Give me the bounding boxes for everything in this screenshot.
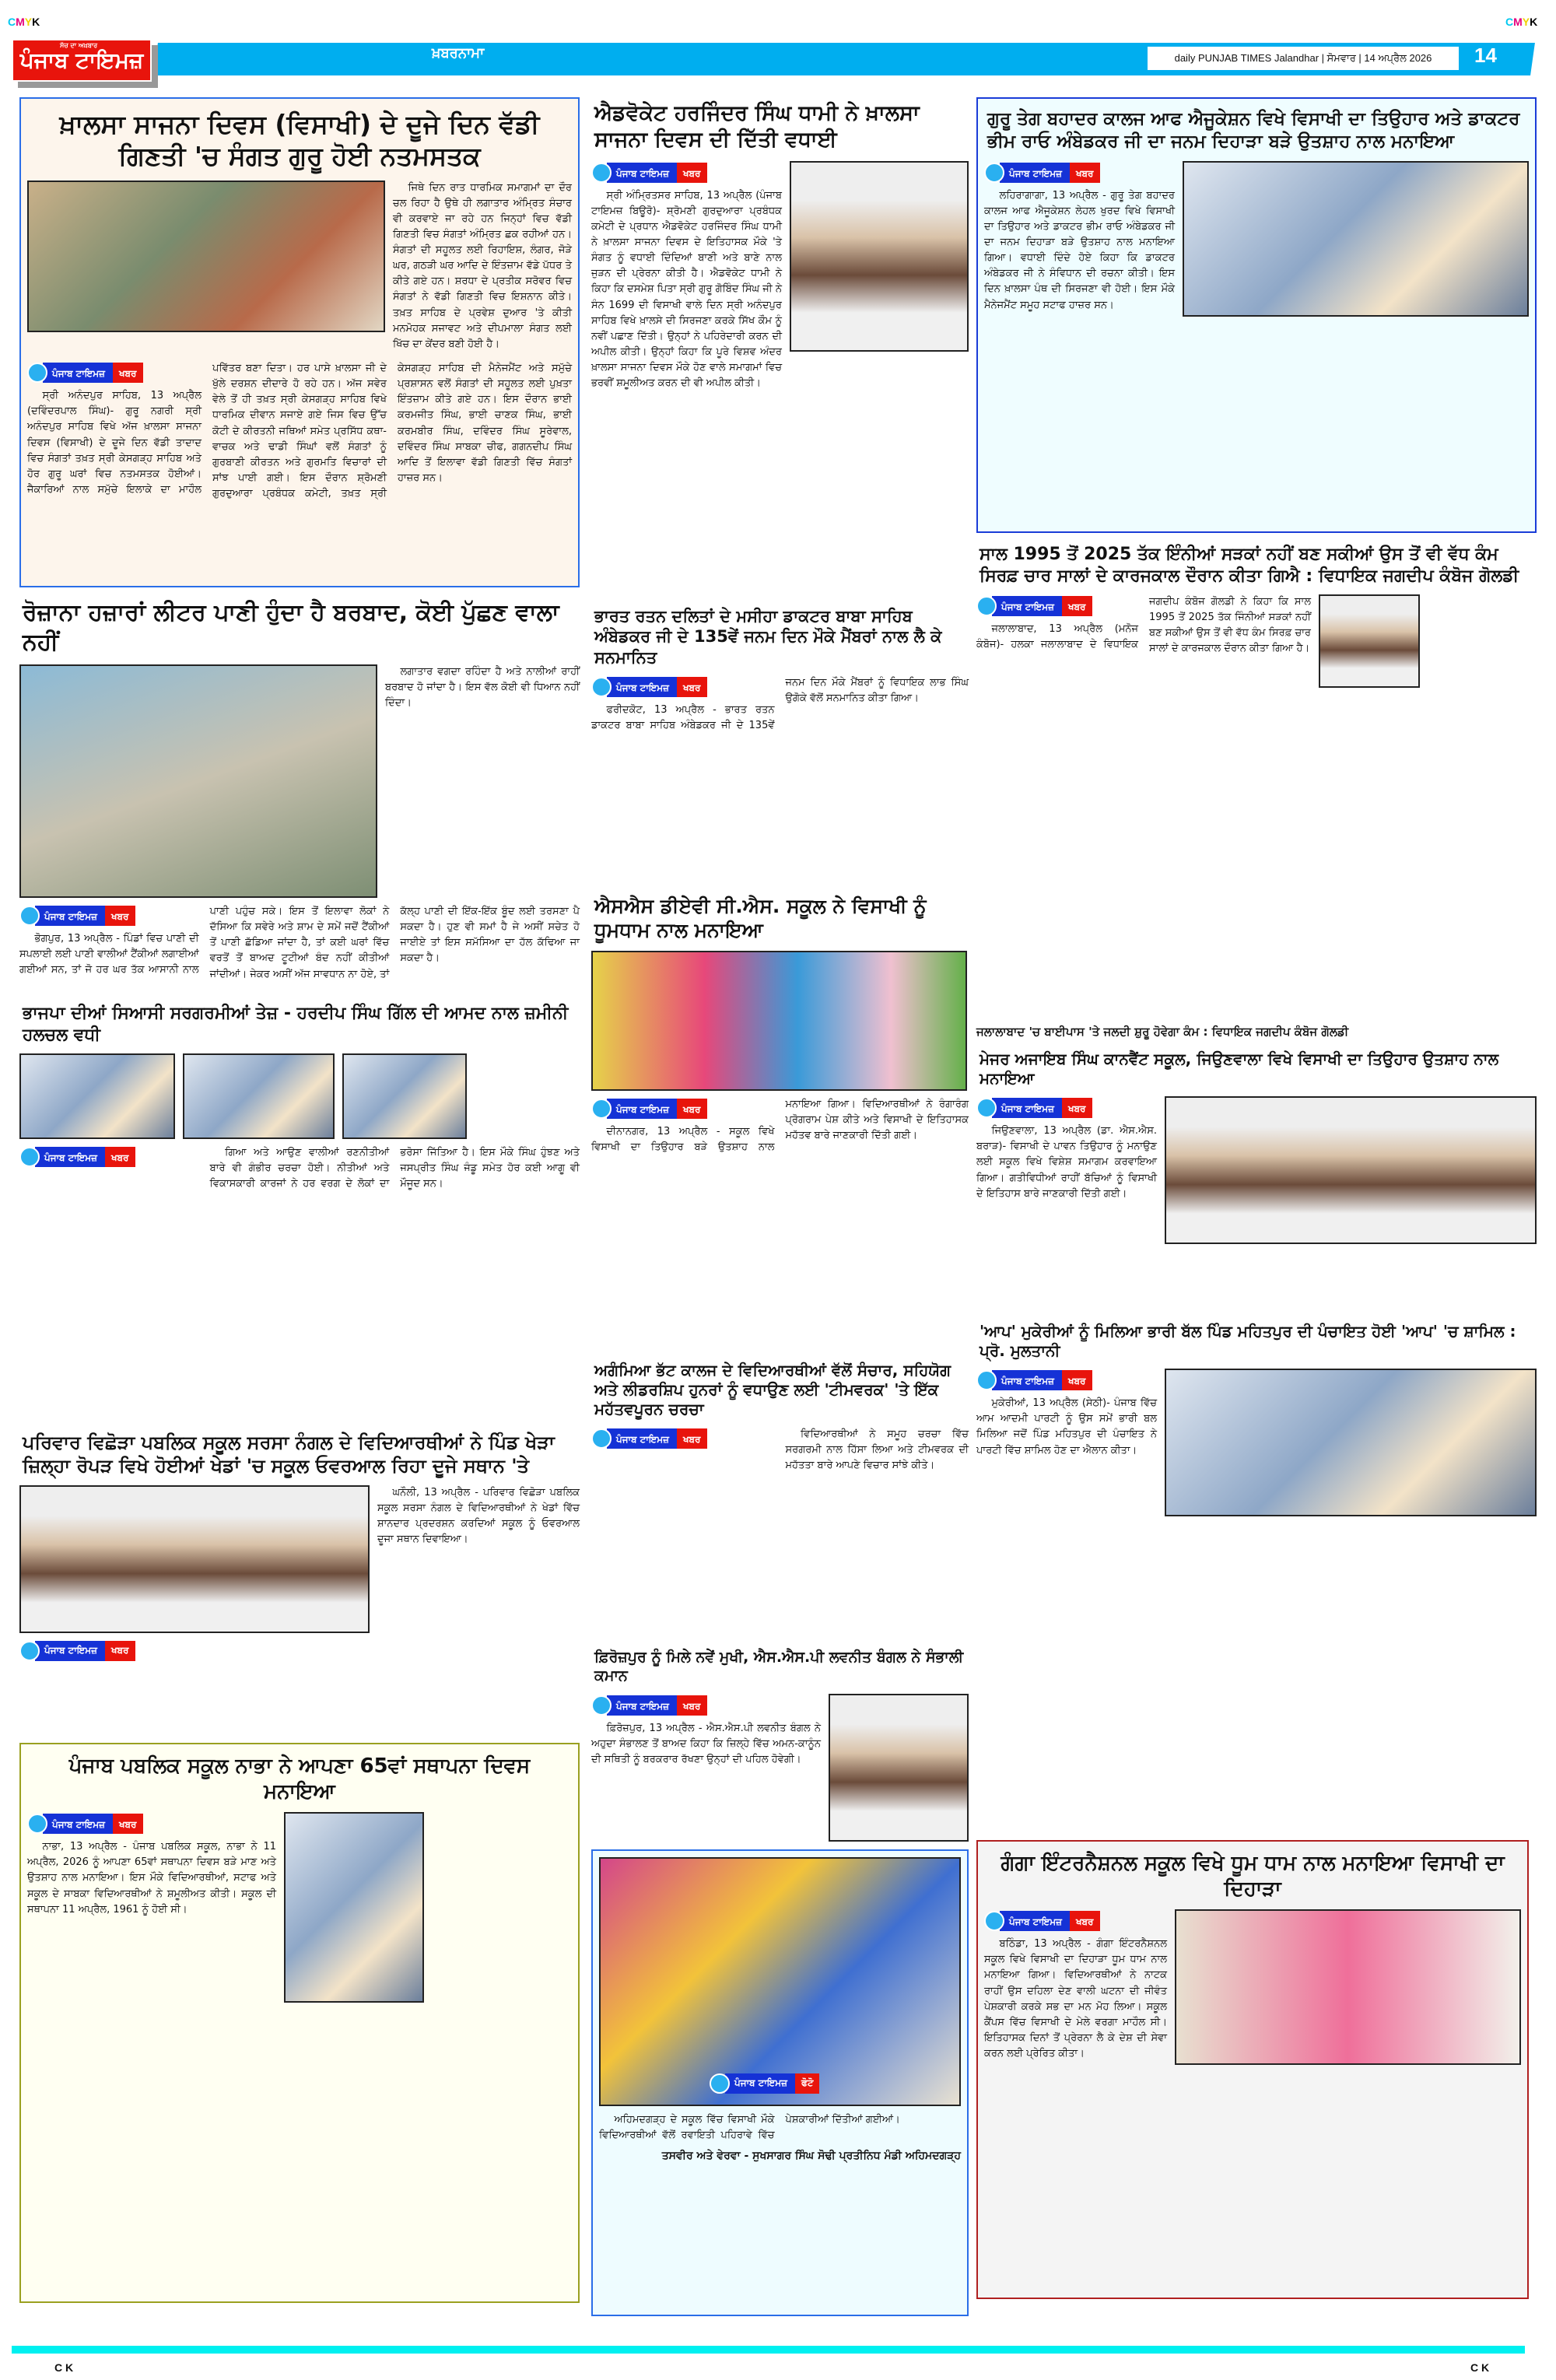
tag-name: ਪੰਜਾਬ ਟਾਇਮਜ਼ [607,163,677,183]
news-tag [591,1695,707,1716]
paragraph: ਦੀਨਾਨਗਰ, 13 ਅਪ੍ਰੈਲ - ਸਕੂਲ ਵਿਖੇ ਵਿਸਾਖੀ ਦਾ ਤਿਉਹਾਰ ਬੜੇ ਉਤਸ਼ਾਹ ਨਾਲ ਮਨਾਇਆ ਗਿਆ। ਵਿਦਿਆਰਥੀਆਂ ਨੇ ਰੰਗਾਰੰਗ ਪ੍ਰੋਗਰਾਮ ਪੇਸ਼ ਕੀਤੇ ਅਤੇ ਵਿਸਾਖੀ ਦੇ ਇਤਿਹਾਸਕ ਮਹੱਤਵ ਬਾਰੇ ਜਾਣਕਾਰੀ ਦਿੱਤੀ ਗਈ। [591,1098,969,1153]
story-pps-nabha [19,1743,580,2303]
content-row [984,1909,1521,2065]
tag-kind: ਖਬਰ [677,1099,707,1119]
tag-name: ਪੰਜਾਬ ਟਾਇਮਜ਼ [607,677,677,697]
tag-kind: ਖਬਰ [113,363,143,383]
paragraph: ਮੁਕੇਰੀਆਂ, 13 ਅਪ੍ਰੈਲ (ਸੇਠੀ)- ਪੰਜਾਬ ਵਿੱਚ ਆਮ ਆਦਮੀ ਪਾਰਟੀ ਨੂੰ ਉਸ ਸਮੇਂ ਭਾਰੀ ਬਲ ਮਿਲਿਆ ਜਦੋਂ ਪਿੰਡ ਮਹਿਤਪੁਰ ਦੀ ਪੰਚਾਇਤ ਨੇ ਪਾਰਟੀ ਵਿੱਚ ਸ਼ਾਮਿਲ ਹੋਣ ਦਾ ਐਲਾਨ ਕੀਤਾ। [976,1397,1157,1456]
photo-speaker [284,1812,424,2003]
story-body [27,1812,276,1920]
masthead [12,31,1537,93]
news-tag [27,1814,143,1834]
tag-name: ਪੰਜਾਬ ਟਾਇਮਜ਼ [607,1695,677,1716]
story-khalsa-sajna-diwas [19,97,580,587]
paragraph: ਜਲਾਲਾਬਾਦ, 13 ਅਪ੍ਰੈਲ (ਮਨੋਜ ਕੰਬੋਜ)- ਹਲਕਾ ਜਲਾਲਾਬਾਦ ਦੇ ਵਿਧਾਇਕ ਜਗਦੀਪ ਕੰਬੋਜ ਗੋਲਡੀ ਨੇ ਕਿਹਾ ਕਿ ਸਾਲ 1995 ਤੋਂ 2025 ਤੱਕ ਜਿੰਨੀਆਂ ਸੜਕਾਂ ਨਹੀਂ ਬਣ ਸਕੀਆਂ ਉਸ ਤੋਂ ਵੀ ਵੱਧ ਕੰਮ ਸਿਰਫ਼ ਚਾਰ ਸਾਲਾਂ ਦੇ ਕਾਰਜਕਾਲ ਦੌਰਾਨ ਕੀਤਾ ਗਿਆ ਹੈ। [976,596,1311,655]
tag-kind: ਖਬਰ [105,1147,135,1167]
content-row [591,161,969,394]
story-aap-mukerian [976,1319,1537,1832]
content-row [976,594,1537,688]
paragraph: ਨਾਭਾ, 13 ਅਪ੍ਰੈਲ - ਪੰਜਾਬ ਪਬਲਿਕ ਸਕੂਲ, ਨਾਭਾ ਨੇ 11 ਅਪ੍ਰੈਲ, 2026 ਨੂੰ ਆਪਣਾ 65ਵਾਂ ਸਥਾਪਨਾ ਦਿਵਸ ਬੜੇ ਮਾਣ ਅਤੇ ਉਤਸ਼ਾਹ ਨਾਲ ਮਨਾਇਆ। ਇਸ ਮੌਕੇ ਵਿਦਿਆਰਥੀਆਂ, ਸਟਾਫ ਅਤੇ ਸਕੂਲ ਦੇ ਸਾਬਕਾ ਵਿਦਿਆਰਥੀਆਂ ਨੇ ਸ਼ਮੂਲੀਅਤ ਕੀਤੀ। ਸਕੂਲ ਦੀ ਸਥਾਪਨਾ 11 ਅਪ੍ਰੈਲ, 1961 ਨੂੰ ਹੋਈ ਸੀ। [27,1841,276,1916]
story-body [976,1096,1157,1204]
story-body [976,594,1311,657]
news-tag [984,163,1100,183]
tag-name: ਪੰਜਾਬ ਟਾਇਮਜ਼ [607,1428,677,1449]
news-tag [591,163,707,183]
photo-dhami-portrait [790,161,969,352]
tag-name: ਪੰਜਾਬ ਟਾਇਮਜ਼ [43,1814,113,1834]
paragraph: ਲਗਾਤਾਰ ਵਗਦਾ ਰਹਿੰਦਾ ਹੈ ਅਤੇ ਨਾਲੀਆਂ ਰਾਹੀਂ ਬਰਬਾਦ ਹੋ ਜਾਂਦਾ ਹੈ। ਇਸ ਵੱਲ ਕੋਈ ਵੀ ਧਿਆਨ ਨਹੀਂ ਦਿੰਦਾ। [385,666,580,710]
tag-kind: ਖਬਰ [1062,1370,1092,1390]
story-ferozepur-ssp [591,1646,969,1842]
story-photo-feature-ahmedgarh [591,1849,969,2316]
headline: ਭਾਰਤ ਰਤਨ ਦਲਿਤਾਂ ਦੇ ਮਸੀਹਾ ਡਾਕਟਰ ਬਾਬਾ ਸਾਹਿਬ ਅੰਬੇਡਕਰ ਜੀ ਦੇ 135ਵੇਂ ਜਨਮ ਦਿਨ ਮੌਕੇ ਮੈਂਬਰਾਂ ਨਾਲ ਲੈ ਕੇ ਸਨਮਾਨਿਤ [594,607,942,667]
news-tag [976,1370,1092,1390]
content-row [976,1369,1537,1516]
story-body [591,1427,969,1474]
registration-marks-bottom-left: C K [54,2361,74,2374]
photo-sangat-queue [27,181,385,332]
subheadline: ਜਲਾਲਾਬਾਦ 'ਚ ਬਾਈਪਾਸ 'ਤੇ ਜਲਦੀ ਸ਼ੁਰੂ ਹੋਵੇਗਾ ਕੰਮ : ਵਿਧਾਇਕ ਜਗਦੀਪ ਕੰਬੋਜ ਗੋਲਡੀ [976,1025,1349,1039]
logo-icon [984,1911,1004,1931]
story-jalalabad-roads [976,541,1537,1039]
dateline: daily PUNJAB TIMES Jalandhar | ਸੋਮਵਾਰ | 14 ਅਪ੍ਰੈਲ 2026 [1148,47,1459,70]
tag-name: ਪੰਜਾਬ ਟਾਇਮਜ਼ [35,1641,105,1661]
tag-name: ਪੰਜਾਬ ਟਾਇਮਜ਼ [992,596,1062,616]
content-row [27,1812,572,2003]
story-body [984,1909,1167,2064]
paragraph: ਫਰੀਦਕੋਟ, 13 ਅਪ੍ਰੈਲ - ਭਾਰਤ ਰਤਨ ਡਾਕਟਰ ਬਾਬਾ ਸਾਹਿਬ ਅੰਬੇਡਕਰ ਜੀ ਦੇ 135ਵੇਂ ਜਨਮ ਦਿਨ ਮੌਕੇ ਮੈਂਬਰਾਂ ਨੂੰ ਵਿਧਾਇਕ ਲਾਭ ਸਿੰਘ ਉਗੋਕੇ ਵੱਲੋਂ ਸਨਮਾਨਿਤ ਕੀਤਾ ਗਿਆ। [591,676,969,732]
news-tag [591,1099,707,1119]
logo-icon [19,906,40,926]
story-water-waste [19,595,580,992]
headline: 'ਆਪ' ਮੁਕੇਰੀਆਂ ਨੂੰ ਮਿਲਿਆ ਭਾਰੀ ਬੱਲ ਪਿੰਡ ਮਹਿਤਪੁਰ ਦੀ ਪੰਚਾਇਤ ਹੋਈ 'ਆਪ' 'ਚ ਸ਼ਾਮਿਲ : ਪ੍ਰੋ. ਮੁਲਤਾਨੀ [980,1322,1516,1360]
tag-kind: ਖਬਰ [677,1428,707,1449]
tag-kind: ਖਬਰ [1070,163,1100,183]
tag-kind: ਖਬਰ [677,163,707,183]
content-row [984,161,1529,317]
photo-tag [710,2073,819,2094]
paragraph: ਅਹਿਮਦਗੜ੍ਹ ਦੇ ਸਕੂਲ ਵਿੱਚ ਵਿਸਾਖੀ ਮੌਕੇ ਵਿਦਿਆਰਥੀਆਂ ਵੱਲੋਂ ਰਵਾਇਤੀ ਪਹਿਰਾਵੇ ਵਿੱਚ ਪੇਸ਼ਕਾਰੀਆਂ ਦਿੱਤੀਆਂ ਗਈਆਂ। [599,2113,900,2141]
column-2 [591,97,969,2316]
tag-kind: ਖਬਰ [1062,596,1092,616]
tag-kind: ਖਬਰ [677,677,707,697]
photo-meeting-3 [342,1053,467,1139]
news-tag [591,677,707,697]
story-school-sports [19,1428,580,1735]
tag-name: ਪੰਜਾਬ ਟਾਇਮਜ਼ [35,1147,105,1167]
logo-tagline: ਸੱਚ ਦਾ ਅਖ਼ਬਾਰ [60,42,98,49]
tag-name: ਪੰਜਾਬ ਟਾਇਮਜ਼ [35,906,105,926]
headline: ਭਾਜਪਾ ਦੀਆਂ ਸਿਆਸੀ ਸਰਗਰਮੀਆਂ ਤੇਜ਼ - ਹਰਦੀਪ ਸਿੰਘ ਗਿੱਲ ਦੀ ਆਮਦ ਨਾਲ ਜ਼ਮੀਨੀ ਹਲਚਲ ਵਧੀ [23,1004,569,1045]
paragraph: ਸ੍ਰੀ ਅੰਮ੍ਰਿਤਸਰ ਸਾਹਿਬ, 13 ਅਪ੍ਰੈਲ (ਪੰਜਾਬ ਟਾਇਮਜ਼ ਬਿਊਰੋ)- ਸ਼੍ਰੋਮਣੀ ਗੁਰਦੁਆਰਾ ਪ੍ਰਬੰਧਕ ਕਮੇਟੀ ਦੇ ਪ੍ਰਧਾਨ ਐਡਵੋਕੇਟ ਹਰਜਿੰਦਰ ਸਿੰਘ ਧਾਮੀ ਨੇ ਖ਼ਾਲਸਾ ਸਾਜਨਾ ਦਿਵਸ ਦੇ ਇਤਿਹਾਸਕ ਮੌਕੇ 'ਤੇ ਸੰਗਤ ਨੂੰ ਵਧਾਈ ਦਿੰਦਿਆਂ ਬਾਣੀ ਅਤੇ ਬਾਣੇ ਨਾਲ ਜੁੜਨ ਦੀ ਪ੍ਰੇਰਨਾ ਕੀਤੀ ਹੈ। ਐਡਵੋਕੇਟ ਧਾਮੀ ਨੇ ਕਿਹਾ ਕਿ ਦਸਮੇਸ਼ ਪਿਤਾ ਸ੍ਰੀ ਗੁਰੂ ਗੋਬਿੰਦ ਸਿੰਘ ਜੀ ਨੇ ਸੰਨ 1699 ਦੀ ਵਿਸਾਖੀ ਵਾਲੇ ਦਿਨ ਸ੍ਰੀ ਅਨੰਦਪੁਰ ਸਾਹਿਬ ਵਿਖੇ ਖ਼ਾਲਸੇ ਦੀ ਸਿਰਜਣਾ ਕਰਕੇ ਸਿੱਖ ਕੌਮ ਨੂੰ ਨਵੀਂ ਪਛਾਣ ਦਿੱਤੀ। ਉਨ੍ਹਾਂ ਨੇ ਪਹਿਰੇਦਾਰੀ ਕਰਨ ਦੀ ਅਪੀਲ ਕੀਤੀ। ਉਨ੍ਹਾਂ ਕਿਹਾ ਕਿ ਪੂਰੇ ਵਿਸ਼ਵ ਅੰਦਰ ਖ਼ਾਲਸਾ ਸਾਜਨਾ ਦਿਵਸ ਮੌਕੇ ਹੋਣ ਵਾਲੇ ਸਮਾਗਮਾਂ ਵਿਚ ਭਰਵੀਂ ਸ਼ਮੂਲੀਅਤ ਕਰਨ ਦੀ ਵੀ ਅਪੀਲ ਕੀਤੀ। [591,189,782,390]
photo-college-group [1183,161,1529,317]
story-jiunwala-school [976,1046,1537,1311]
story-body-side [377,1485,580,1551]
photo-students-drawings [1165,1096,1537,1244]
content-row [591,1694,969,1842]
news-tag [19,1641,580,1661]
story-body [19,1145,580,1192]
headline: ਮੇਜਰ ਅਜਾਇਬ ਸਿੰਘ ਕਾਨਵੈਂਟ ਸਕੂਲ, ਜਿਉਣਵਾਲਾ ਵਿਖੇ ਵਿਸਾਖੀ ਦਾ ਤਿਉਹਾਰ ਉਤਸ਼ਾਹ ਨਾਲ ਮਨਾਇਆ [980,1050,1499,1088]
tag-name: ਪੰਜਾਬ ਟਾਇਮਜ਼ [992,1098,1062,1118]
tag-name: ਪੰਜਾਬ ਟਾਇਮਜ਼ [992,1370,1062,1390]
news-tag [591,1428,707,1449]
registration-marks-top-left: CMYK [8,16,40,28]
logo-icon [27,1814,47,1834]
logo-icon [591,1099,612,1119]
logo-text: ਪੰਜਾਬ ਟਾਇਮਜ਼ [19,47,144,73]
registration-marks-bottom-right: C K [1470,2361,1490,2374]
story-body [984,161,1175,316]
logo-icon [19,1147,40,1167]
story-ganga-school [976,1840,1529,2299]
story-davv-school [591,891,969,1350]
logo-icon [591,677,612,697]
content-row [976,1096,1537,1244]
story-body [27,361,572,502]
headline: ਗੁਰੂ ਤੇਗ ਬਹਾਦਰ ਕਾਲਜ ਆਫ ਐਜੂਕੇਸ਼ਨ ਵਿਖੇ ਵਿਸਾਖੀ ਦਾ ਤਿਉਹਾਰ ਅਤੇ ਡਾਕਟਰ ਭੀਮ ਰਾਓ ਅੰਬੇਡਕਰ ਜੀ ਦਾ ਜਨਮ ਦਿਹਾੜਾ ਬੜੇ ਉਤਸ਼ਾਹ ਨਾਲ ਮਨਾਇਆ [987,109,1520,152]
headline: ਖ਼ਾਲਸਾ ਸਾਜਨਾ ਦਿਵਸ (ਵਿਸਾਖੀ) ਦੇ ਦੂਜੇ ਦਿਨ ਵੱਡੀ ਗਿਣਤੀ 'ਚ ਸੰਗਤ ਗੁਰੂ ਹੋਈ ਨਤਮਸਤਕ [59,109,540,172]
headline: ਸਾਲ 1995 ਤੋਂ 2025 ਤੱਕ ਇੰਨੀਆਂ ਸੜਕਾਂ ਨਹੀਂ ਬਣ ਸਕੀਆਂ ਉਸ ਤੋਂ ਵੀ ਵੱਧ ਕੰਮ ਸਿਰਫ਼ ਚਾਰ ਸਾਲਾਂ ਦੇ ਕਾਰਜਕਾਲ ਦੌਰਾਨ ਕੀਤਾ ਗਿਐ : ਵਿਧਾਇਕ ਜਗਦੀਪ ਕੰਬੋਜ ਗੋਲਡੀ [980,545,1519,586]
photo-meeting-2 [183,1053,335,1139]
story-body [591,161,782,394]
story-bjp-activities [19,1000,580,1420]
tag-kind: ਖਬਰ [1062,1098,1092,1118]
photo-meeting-1 [19,1053,175,1139]
news-tag [976,1098,1092,1118]
story-body-top [393,181,572,356]
photo-students-trophies [19,1485,370,1633]
photo-row [19,664,580,898]
news-tag [19,1147,135,1167]
logo-icon [976,1370,997,1390]
headline: ਰੋਜ਼ਾਨਾ ਹਜ਼ਾਰਾਂ ਲੀਟਰ ਪਾਣੀ ਹੁੰਦਾ ਹੈ ਬਰਬਾਦ, ਕੋਈ ਪੁੱਛਣ ਵਾਲਾ ਨਹੀਂ [23,599,559,656]
tag-name: ਪੰਜਾਬ ਟਾਇਮਜ਼ [725,2073,795,2094]
photo-row [19,1053,580,1139]
logo-icon [591,1428,612,1449]
photo-vaisakhi-drama [1175,1909,1521,2065]
tag-name: ਪੰਜਾਬ ਟਾਇਮਜ਼ [1000,163,1070,183]
headline: ਐਸਐਸ ਡੀਏਵੀ ਸੀ.ਐਸ. ਸਕੂਲ ਨੇ ਵਿਸਾਖੀ ਨੂੰ ਧੂਮਧਾਮ ਨਾਲ ਮਨਾਇਆ [594,895,927,942]
logo-icon [976,1098,997,1118]
tag-name: ਪੰਜਾਬ ਟਾਇਮਜ਼ [1000,1911,1070,1931]
bottom-color-bar [12,2346,1525,2354]
news-tag [19,906,135,926]
newspaper-logo [12,39,152,82]
tag-kind: ਖਬਰ [105,906,135,926]
tag-kind: ਖਬਰ [113,1814,143,1834]
logo-icon [591,1695,612,1716]
paragraph: ਗਿਆ ਅਤੇ ਆਉਣ ਵਾਲੀਆਂ ਰਣਨੀਤੀਆਂ ਬਾਰੇ ਵੀ ਗੰਭੀਰ ਚਰਚਾ ਹੋਈ। ਨੀਤੀਆਂ ਅਤੇ ਵਿਕਾਸਕਾਰੀ ਕਾਰਜਾਂ ਨੇ ਹਰ ਵਰਗ ਦੇ ਲੋਕਾਂ ਦਾ ਭਰੋਸਾ ਜਿੱਤਿਆ ਹੈ। ਇਸ ਮੌਕੇ ਸਿੰਘ ਹੁੰਝਣ ਅਤੇ ਜਸਪ੍ਰੀਤ ਸਿੰਘ ਜੰਡੂ ਸਮੇਤ ਹੋਰ ਕਈ ਆਗੂ ਵੀ ਮੌਜੂਦ ਸਨ। [209,1147,580,1190]
story-body [591,1694,821,1771]
tag-name: ਪੰਜਾਬ ਟਾਇਮਜ਼ [43,363,113,383]
paragraph: ਜਿਉਣਵਾਲਾ, 13 ਅਪ੍ਰੈਲ (ਡਾ. ਐਸ.ਐਸ. ਬਰਾੜ)- ਵਿਸਾਖੀ ਦੇ ਪਾਵਨ ਤਿਉਹਾਰ ਨੂੰ ਮਨਾਉਣ ਲਈ ਸਕੂਲ ਵਿਖੇ ਵਿਸ਼ੇਸ਼ ਸਮਾਗਮ ਕਰਵਾਇਆ ਗਿਆ। ਗਤੀਵਿਧੀਆਂ ਰਾਹੀਂ ਬੱਚਿਆਂ ਨੂੰ ਵਿਸਾਖੀ ਦੇ ਇਤਿਹਾਸ ਬਾਰੇ ਜਾਣਕਾਰੀ ਦਿੱਤੀ ਗਈ। [976,1125,1157,1200]
headline: ਫ਼ਿਰੋਜ਼ਪੁਰ ਨੂੰ ਮਿਲੇ ਨਵੇਂ ਮੁਖੀ, ਐਸ.ਐਸ.ਪੀ ਲਵਨੀਤ ਬੰਗਲ ਨੇ ਸੰਭਾਲੀ ਕਮਾਨ [594,1649,964,1684]
news-tag [976,596,1092,616]
story-ambedkar-honour [591,603,969,883]
tag-kind: ਫੋਟੋ [795,2073,820,2094]
tag-name: ਪੰਜਾਬ ਟਾਇਮਜ਼ [607,1099,677,1119]
news-tag [984,1911,1100,1931]
headline: ਪਰਿਵਾਰ ਵਿਛੋੜਾ ਪਬਲਿਕ ਸਕੂਲ ਸਰਸਾ ਨੰਗਲ ਦੇ ਵਿਦਿਆਰਥੀਆਂ ਨੇ ਪਿੰਡ ਖੇੜਾ ਜ਼ਿਲ੍ਹਾ ਰੋਪੜ ਵਿਖੇ ਹੋਈਆਂ ਖੇਡਾਂ 'ਚ ਸਕੂਲ ਓਵਰਆਲ ਰਿਹਾ ਦੂਜੇ ਸਥਾਨ 'ਤੇ [23,1432,555,1477]
story-gtb-college [976,97,1537,533]
photo-ssp-portrait [829,1694,969,1842]
photo-row [19,1485,580,1633]
paragraph: ਭੋਗਪੁਰ, 13 ਅਪ੍ਰੈਲ - ਪਿੰਡਾਂ ਵਿਚ ਪਾਣੀ ਦੀ ਸਪਲਾਈ ਲਈ ਪਾਣੀ ਵਾਲੀਆਂ ਟੈਂਕੀਆਂ ਲਗਾਈਆਂ ਗਈਆਂ ਸਨ, ਤਾਂ ਜੋ ਹਰ ਘਰ ਤੱਕ ਆਸਾਨੀ ਨਾਲ ਪਾਣੀ ਪਹੁੰਚ ਸਕੇ। ਇਸ ਤੋਂ ਇਲਾਵਾ ਲੋਕਾਂ ਨੇ ਦੱਸਿਆ ਕਿ ਸਵੇਰੇ ਅਤੇ ਸ਼ਾਮ ਦੇ ਸਮੇਂ ਜਦੋਂ ਟੈਂਕੀਆਂ ਤੋਂ ਪਾਣੀ ਛੱਡਿਆ ਜਾਂਦਾ ਹੈ, ਤਾਂ ਕਈ ਘਰਾਂ ਵਿੱਚ ਵਰਤੋਂ ਤੋਂ ਬਾਅਦ ਟੂਟੀਆਂ ਬੰਦ ਨਹੀਂ ਕੀਤੀਆਂ ਜਾਂਦੀਆਂ। ਜੇਕਰ ਅਸੀਂ ਅੱਜ ਸਾਵਧਾਨ ਨਾ ਹੋਏ, ਤਾਂ ਕੱਲ੍ਹ ਪਾਣੀ ਦੀ ਇੱਕ-ਇੱਕ ਬੂੰਦ ਲਈ ਤਰਸਣਾ ਪੈ ਸਕਦਾ ਹੈ। ਹੁਣ ਵੀ ਸਮਾਂ ਹੈ ਜੇ ਅਸੀਂ ਸਚੇਤ ਹੋ ਜਾਈਏ ਤਾਂ ਇਸ ਸਮੱਸਿਆ ਦਾ ਹੱਲ ਕੱਢਿਆ ਜਾ ਸਕਦਾ ਹੈ। [19,906,580,980]
page-number: 14 [1474,44,1497,67]
photo-water-tank [19,664,377,898]
story-teamwork-discussion [591,1358,969,1638]
photo-group-vaisakhi [599,1857,961,2106]
story-body [19,904,580,983]
logo-icon [984,163,1004,183]
story-dhami-greetings [591,97,969,595]
paragraph: ਵਿਦਿਆਰਥੀਆਂ ਨੇ ਸਮੂਹ ਚਰਚਾ ਵਿੱਚ ਸਰਗਰਮੀ ਨਾਲ ਹਿੱਸਾ ਲਿਆ ਅਤੇ ਟੀਮਵਰਕ ਦੀ ਮਹੱਤਤਾ ਬਾਰੇ ਆਪਣੇ ਵਿਚਾਰ ਸਾਂਝੇ ਕੀਤੇ। [785,1428,969,1472]
paragraph: ਬਠਿੰਡਾ, 13 ਅਪ੍ਰੈਲ - ਗੰਗਾ ਇੰਟਰਨੈਸ਼ਨਲ ਸਕੂਲ ਵਿਖੇ ਵਿਸਾਖੀ ਦਾ ਦਿਹਾੜਾ ਧੂਮ ਧਾਮ ਨਾਲ ਮਨਾਇਆ ਗਿਆ। ਵਿਦਿਆਰਥੀਆਂ ਨੇ ਨਾਟਕ ਰਾਹੀਂ ਉਸ ਦਹਿਲਾ ਦੇਣ ਵਾਲੀ ਘਟਨਾ ਦੀ ਜੀਵੰਤ ਪੇਸ਼ਕਾਰੀ ਕਰਕੇ ਸਭ ਦਾ ਮਨ ਮੋਹ ਲਿਆ। ਸਕੂਲ ਕੈਂਪਸ ਵਿੱਚ ਵਿਸਾਖੀ ਦੇ ਮੇਲੇ ਵਰਗਾ ਮਾਹੌਲ ਸੀ। ਇਤਿਹਾਸਕ ਦਿਨਾਂ ਤੋਂ ਪ੍ਰੇਰਨਾ ਲੈ ਕੇ ਦੇਸ਼ ਦੀ ਸੇਵਾ ਕਰਨ ਲਈ ਪ੍ਰੇਰਿਤ ਕੀਤਾ। [984,1938,1167,2060]
headline: ਗੰਗਾ ਇੰਟਰਨੈਸ਼ਨਲ ਸਕੂਲ ਵਿਖੇ ਧੂਮ ਧਾਮ ਨਾਲ ਮਨਾਇਆ ਵਿਸਾਖੀ ਦਾ ਦਿਹਾੜਾ [1001,1852,1505,1901]
logo-icon [27,363,47,383]
headline: ਪੰਜਾਬ ਪਬਲਿਕ ਸਕੂਲ ਨਾਭਾ ਨੇ ਆਪਣਾ 65ਵਾਂ ਸਥਾਪਨਾ ਦਿਵਸ ਮਨਾਇਆ [68,1754,531,1803]
story-body-side [385,664,580,713]
story-body [591,1097,969,1155]
column-3 [976,97,1537,2299]
headline: ਐਡਵੋਕੇਟ ਹਰਜਿੰਦਰ ਸਿੰਘ ਧਾਮੀ ਨੇ ਖ਼ਾਲਸਾ ਸਾਜਨਾ ਦਿਵਸ ਦੀ ਦਿੱਤੀ ਵਧਾਈ [594,101,920,152]
paragraph: ਫ਼ਿਰੋਜ਼ਪੁਰ, 13 ਅਪ੍ਰੈਲ - ਐਸ.ਐਸ.ਪੀ ਲਵਨੀਤ ਬੰਗਲ ਨੇ ਅਹੁਦਾ ਸੰਭਾਲਣ ਤੋਂ ਬਾਅਦ ਕਿਹਾ ਕਿ ਜ਼ਿਲ੍ਹੇ ਵਿੱਚ ਅਮਨ-ਕਾਨੂੰਨ ਦੀ ਸਥਿਤੀ ਨੂੰ ਬਰਕਰਾਰ ਰੱਖਣਾ ਉਨ੍ਹਾਂ ਦੀ ਪਹਿਲ ਹੋਵੇਗੀ। [591,1722,821,1765]
news-tag [27,363,143,383]
column-1 [19,97,580,2303]
tag-kind: ਖਬਰ [677,1695,707,1716]
photo-row [27,181,572,356]
logo-icon [710,2073,730,2094]
logo-icon [19,1641,40,1661]
photo-credit: ਤਸਵੀਰ ਅਤੇ ਵੇਰਵਾ - ਸੁਖਸਾਗਰ ਸਿੰਘ ਸੋਢੀ ਪ੍ਰਤੀਨਿਧ ਮੰਡੀ ਅਹਿਮਦਗੜ੍ਹ [661,2149,961,2162]
logo-icon [591,163,612,183]
paragraph: ਘਨੌਲੀ, 13 ਅਪ੍ਰੈਲ - ਪਰਿਵਾਰ ਵਿਛੋੜਾ ਪਬਲਿਕ ਸਕੂਲ ਸਰਸਾ ਨੰਗਲ ਦੇ ਵਿਦਿਆਰਥੀਆਂ ਨੇ ਖੇਡਾਂ ਵਿੱਚ ਸ਼ਾਨਦਾਰ ਪ੍ਰਦਰਸ਼ਨ ਕਰਦਿਆਂ ਸਕੂਲ ਨੂੰ ਓਵਰਆਲ ਦੂਜਾ ਸਥਾਨ ਦਿਵਾਇਆ। [377,1487,580,1546]
logo-icon [976,596,997,616]
paragraph: ਸ੍ਰੀ ਅਨੰਦਪੁਰ ਸਾਹਿਬ, 13 ਅਪ੍ਰੈਲ (ਦਵਿੰਦਰਪਾਲ ਸਿੰਘ)- ਗੁਰੂ ਨਗਰੀ ਸ੍ਰੀ ਅਨੰਦਪੁਰ ਸਾਹਿਬ ਵਿਖੇ ਅੱਜ ਖ਼ਾਲਸਾ ਸਾਜਨਾ ਦਿਵਸ (ਵਿਸਾਖੀ) ਦੇ ਦੂਜੇ ਦਿਨ ਵੱਡੀ ਤਾਦਾਦ ਵਿਚ ਸੰਗਤਾਂ ਤਖ਼ਤ ਸ੍ਰੀ ਕੇਸਗੜ੍ਹ ਸਾਹਿਬ ਅਤੇ ਹੋਰ ਗੁਰੂ ਘਰਾਂ ਵਿਚ ਨਤਮਸਤਕ ਹੋਈਆਂ। ਜੈਕਾਰਿਆਂ ਨਾਲ ਸਮੁੱਚੇ ਇਲਾਕੇ ਦਾ ਮਾਹੌਲ ਪਵਿੱਤਰ ਬਣਾ ਦਿਤਾ। ਹਰ ਪਾਸੇ ਖ਼ਾਲਸਾ ਜੀ ਦੇ ਖੁੱਲੇ ਦਰਸ਼ਨ ਦੀਦਾਰੇ ਹੋ ਰਹੇ ਹਨ। ਅੱਜ ਸਵੇਰ ਵੇਲੇ ਤੋਂ ਹੀ ਤਖ਼ਤ ਸ੍ਰੀ ਕੇਸਗੜ੍ਹ ਸਾਹਿਬ ਵਿਖੇ ਧਾਰਮਿਕ ਦੀਵਾਨ ਸਜਾਏ ਗਏ ਜਿਸ ਵਿਚ ਉੱਚ ਕੋਟੀ ਦੇ ਕੀਰਤਨੀ ਜਥਿਆਂ ਸਮੇਤ ਪ੍ਰਸਿੱਧ ਕਥਾ-ਵਾਚਕ ਅਤੇ ਢਾਡੀ ਸਿੰਘਾਂ ਵਲੋਂ ਸੰਗਤਾਂ ਨੂੰ ਗੁਰਬਾਣੀ ਕੀਰਤਨ ਅਤੇ ਗੁਰਮਤਿ ਵਿਚਾਰਾਂ ਦੀ ਸਾਂਝ ਪਾਈ ਗਈ। ਇਸ ਦੌਰਾਨ ਸ਼੍ਰੋਮਣੀ ਗੁਰਦੁਆਰਾ ਪ੍ਰਬੰਧਕ ਕਮੇਟੀ, ਤਖ਼ਤ ਸ੍ਰੀ ਕੇਸਗੜ੍ਹ ਸਾਹਿਬ ਦੀ ਮੈਨੇਜਮੈਂਟ ਅਤੇ ਸਮੁੱਚੇ ਪ੍ਰਸ਼ਾਸਨ ਵਲੋਂ ਸੰਗਤਾਂ ਦੀ ਸਹੂਲਤ ਲਈ ਪੁਖ਼ਤਾ ਇੰਤਜ਼ਾਮ ਕੀਤੇ ਗਏ ਹਨ। ਇਸ ਦੌਰਾਨ ਭਾਈ ਕਰਮਜੀਤ ਸਿੰਘ, ਭਾਈ ਚਾਣਕ ਸਿੰਘ, ਭਾਈ ਕਰਮਬੀਰ ਸਿੰਘ, ਦਵਿੰਦਰ ਸਿੰਘ ਸੂਰੇਵਾਲ, ਦਵਿੰਦਰ ਸਿੰਘ ਸਾਬਕਾ ਚੀਫ, ਗਗਨਦੀਪ ਸਿੰਘ ਆਦਿ ਤੋਂ ਇਲਾਵਾ ਵੱਡੀ ਗਿਣਤੀ ਵਿੱਚ ਸੰਗਤਾਂ ਹਾਜ਼ਰ ਸਨ। [27,363,572,500]
paragraph: ਜਿਥੇ ਦਿਨ ਰਾਤ ਧਾਰਮਿਕ ਸਮਾਗਮਾਂ ਦਾ ਦੌਰ ਚਲ ਰਿਹਾ ਹੈ ਉਥੇ ਹੀ ਲਗਾਤਾਰ ਅੰਮ੍ਰਿਤ ਸੰਚਾਰ ਵੀ ਕਰਵਾਏ ਜਾ ਰਹੇ ਹਨ ਜਿਨ੍ਹਾਂ ਵਿਚ ਵੱਡੀ ਗਿਣਤੀ ਵਿਚ ਸੰਗਤਾਂ ਅੰਮ੍ਰਿਤ ਛਕ ਰਹੀਆਂ ਹਨ। ਸੰਗਤਾਂ ਦੀ ਸਹੂਲਤ ਲਈ ਰਿਹਾਇਸ਼, ਲੰਗਰ, ਜੋੜੇ ਘਰ, ਗਠੜੀ ਘਰ ਆਦਿ ਦੇ ਇੰਤਜ਼ਾਮ ਵੱਡੇ ਪੱਧਰ ਤੇ ਕੀਤੇ ਗਏ ਹਨ। ਸ਼ਰਧਾ ਦੇ ਪ੍ਰਤੀਕ ਸਰੋਵਰ ਵਿਚ ਸੰਗਤਾਂ ਨੇ ਵੱਡੀ ਗਿਣਤੀ ਵਿਚ ਇਸ਼ਨਾਨ ਕੀਤੇ। ਤਖ਼ਤ ਸਾਹਿਬ ਦੇ ਪ੍ਰਵੇਸ਼ ਦੁਆਰ 'ਤੇ ਕੀਤੀ ਮਨਮੋਹਕ ਸਜਾਵਟ ਅਤੇ ਦੀਪਮਾਲਾ ਸੰਗਤ ਲਈ ਖਿੱਚ ਦਾ ਕੇਂਦਰ ਬਣੀ ਹੋਈ ਹੈ। [393,181,572,350]
registration-marks-top-right: CMYK [1505,16,1538,28]
photo-vaisakhi-celebration [591,951,967,1091]
section-title: ਖ਼ਬਰਨਾਮਾ [432,45,485,61]
tag-kind: ਖਬਰ [1070,1911,1100,1931]
photo-panchayat-joining [1165,1369,1537,1516]
tag-kind: ਖਬਰ [105,1641,135,1661]
headline: ਅਗੰਮਿਆ ਭੱਟ ਕਾਲਜ ਦੇ ਵਿਦਿਆਰਥੀਆਂ ਵੱਲੋਂ ਸੰਚਾਰ, ਸਹਿਯੋਗ ਅਤੇ ਲੀਡਰਸ਼ਿਪ ਹੁਨਰਾਂ ਨੂੰ ਵਧਾਉਣ ਲਈ 'ਟੀਮਵਰਕ' 'ਤੇ ਇੱਕ ਮਹੱਤਵਪੂਰਨ ਚਰਚਾ [594,1361,951,1418]
story-body [599,2112,961,2143]
photo-mla-portrait [1319,594,1420,688]
story-body [976,1369,1157,1461]
paragraph: ਲਹਿਰਾਗਾਗਾ, 13 ਅਪ੍ਰੈਲ - ਗੁਰੂ ਤੇਗ ਬਹਾਦਰ ਕਾਲਜ ਆਫ ਐਜੂਕੇਸ਼ਨ ਲੇਹਲ ਖੁਰਦ ਵਿਖੇ ਵਿਸਾਖੀ ਦਾ ਤਿਉਹਾਰ ਅਤੇ ਡਾਕਟਰ ਭੀਮ ਰਾਓ ਅੰਬੇਡਕਰ ਜੀ ਦਾ ਜਨਮ ਦਿਹਾੜਾ ਬੜੇ ਉਤਸ਼ਾਹ ਨਾਲ ਮਨਾਇਆ ਗਿਆ। ਵਧਾਈ ਦਿੰਦੇ ਹੋਏ ਕਿਹਾ ਕਿ ਡਾਕਟਰ ਅੰਬੇਡਕਰ ਜੀ ਨੇ ਸੰਵਿਧਾਨ ਦੀ ਰਚਨਾ ਕੀਤੀ। ਇਸ ਦਿਨ ਖ਼ਾਲਸਾ ਪੰਥ ਦੀ ਸਿਰਜਣਾ ਵੀ ਹੋਈ। ਇਸ ਮੌਕੇ ਮੈਨੇਜਮੈਂਟ ਸਮੂਹ ਸਟਾਫ ਹਾਜ਼ਰ ਸਨ। [984,189,1175,311]
story-body [591,675,969,734]
